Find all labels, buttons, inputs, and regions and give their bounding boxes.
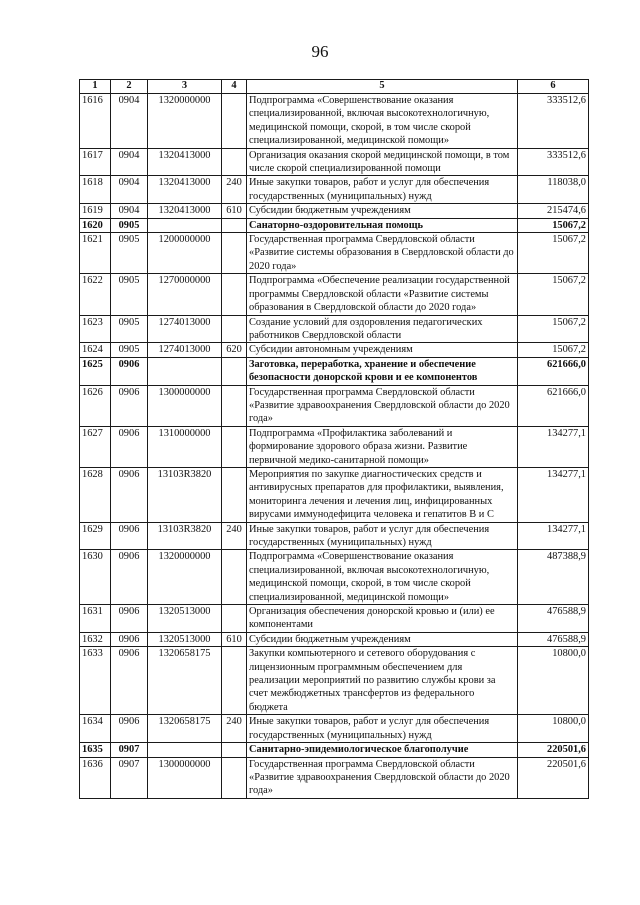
item-name-cell: Государственная программа Свердловской области «Развитие здравоохранения Свердловской области до 2020 года» bbox=[247, 385, 518, 426]
expense-type-cell bbox=[222, 757, 247, 798]
table-row bbox=[80, 343, 589, 357]
expense-type-cell bbox=[222, 233, 247, 274]
table-row bbox=[80, 357, 589, 385]
amount-cell: 487388,9 bbox=[518, 550, 589, 605]
row-number-cell: 1616 bbox=[80, 94, 111, 149]
row-number-cell: 1619 bbox=[80, 204, 111, 218]
row-number-cell: 1626 bbox=[80, 385, 111, 426]
expense-type-cell bbox=[222, 647, 247, 715]
section-code-cell: 0907 bbox=[111, 743, 148, 757]
row-number-cell: 1621 bbox=[80, 233, 111, 274]
amount-cell: 15067,2 bbox=[518, 233, 589, 274]
item-name-cell: Иные закупки товаров, работ и услуг для обеспечения государственных (муниципальных) нужд bbox=[247, 715, 518, 743]
target-article-cell bbox=[148, 218, 222, 232]
table-row bbox=[80, 757, 589, 798]
table-row bbox=[80, 176, 589, 204]
row-number-cell: 1627 bbox=[80, 426, 111, 467]
amount-cell: 476588,9 bbox=[518, 605, 589, 633]
item-name-cell: Подпрограмма «Совершенствование оказания специализированной, включая высокотехнологичную, медицинской помощи, скорой, в том числе скорой специализированной, медицинской помощи» bbox=[247, 550, 518, 605]
target-article-cell: 1320658175 bbox=[148, 715, 222, 743]
table-row bbox=[80, 522, 589, 550]
section-code-cell: 0906 bbox=[111, 426, 148, 467]
section-code-cell: 0906 bbox=[111, 647, 148, 715]
target-article-cell: 1320413000 bbox=[148, 204, 222, 218]
header-cell: 5 bbox=[247, 80, 518, 94]
item-name-cell: Заготовка, переработка, хранение и обеспечение безопасности донорской крови и ее компонентов bbox=[247, 357, 518, 385]
table-row bbox=[80, 233, 589, 274]
amount-cell: 621666,0 bbox=[518, 357, 589, 385]
item-name-cell: Мероприятия по закупке диагностических средств и антивирусных препаратов для профилактики, выявления, мониторинга лечения и лечения лиц, инфицированных вирусами иммунодефицита человека и гепатитов В и С bbox=[247, 467, 518, 522]
target-article-cell: 1274013000 bbox=[148, 315, 222, 343]
amount-cell: 15067,2 bbox=[518, 343, 589, 357]
amount-cell: 134277,1 bbox=[518, 426, 589, 467]
page-number: 96 bbox=[311, 42, 329, 61]
target-article-cell: 1274013000 bbox=[148, 343, 222, 357]
expense-type-cell bbox=[222, 605, 247, 633]
table-row bbox=[80, 715, 589, 743]
header-cell: 2 bbox=[111, 80, 148, 94]
header-cell: 3 bbox=[148, 80, 222, 94]
amount-cell: 134277,1 bbox=[518, 522, 589, 550]
row-number-cell: 1620 bbox=[80, 218, 111, 232]
expense-type-cell: 240 bbox=[222, 176, 247, 204]
section-code-cell: 0906 bbox=[111, 522, 148, 550]
row-number-cell: 1622 bbox=[80, 274, 111, 315]
section-code-cell: 0906 bbox=[111, 605, 148, 633]
section-code-cell: 0906 bbox=[111, 385, 148, 426]
row-number-cell: 1630 bbox=[80, 550, 111, 605]
item-name-cell: Подпрограмма «Профилактика заболеваний и формирование здорового образа жизни. Развитие первичной медико-санитарной помощи» bbox=[247, 426, 518, 467]
table-row bbox=[80, 467, 589, 522]
table-row bbox=[80, 315, 589, 343]
section-code-cell: 0905 bbox=[111, 218, 148, 232]
item-name-cell: Государственная программа Свердловской области «Развитие здравоохранения Свердловской области до 2020 года» bbox=[247, 757, 518, 798]
target-article-cell: 1300000000 bbox=[148, 385, 222, 426]
header-cell: 6 bbox=[518, 80, 589, 94]
expense-type-cell: 620 bbox=[222, 343, 247, 357]
amount-cell: 476588,9 bbox=[518, 632, 589, 646]
header-cell: 4 bbox=[222, 80, 247, 94]
item-name-cell: Субсидии бюджетным учреждениям bbox=[247, 632, 518, 646]
table-row bbox=[80, 385, 589, 426]
item-name-cell: Иные закупки товаров, работ и услуг для обеспечения государственных (муниципальных) нужд bbox=[247, 176, 518, 204]
item-name-cell: Организация обеспечения донорской кровью и (или) ее компонентами bbox=[247, 605, 518, 633]
row-number-cell: 1634 bbox=[80, 715, 111, 743]
expense-type-cell bbox=[222, 148, 247, 176]
amount-cell: 15067,2 bbox=[518, 274, 589, 315]
target-article-cell: 1320513000 bbox=[148, 632, 222, 646]
expense-type-cell: 610 bbox=[222, 204, 247, 218]
section-code-cell: 0904 bbox=[111, 176, 148, 204]
section-code-cell: 0905 bbox=[111, 315, 148, 343]
item-name-cell: Государственная программа Свердловской области «Развитие системы образования в Свердловской области до 2020 года» bbox=[247, 233, 518, 274]
amount-cell: 10800,0 bbox=[518, 715, 589, 743]
target-article-cell: 13103R3820 bbox=[148, 522, 222, 550]
table-row bbox=[80, 426, 589, 467]
row-number-cell: 1631 bbox=[80, 605, 111, 633]
target-article-cell bbox=[148, 743, 222, 757]
expense-type-cell bbox=[222, 467, 247, 522]
target-article-cell: 1320413000 bbox=[148, 176, 222, 204]
target-article-cell bbox=[148, 357, 222, 385]
target-article-cell: 1200000000 bbox=[148, 233, 222, 274]
row-number-cell: 1632 bbox=[80, 632, 111, 646]
amount-cell: 215474,6 bbox=[518, 204, 589, 218]
table-row bbox=[80, 550, 589, 605]
amount-cell: 10800,0 bbox=[518, 647, 589, 715]
target-article-cell: 1320658175 bbox=[148, 647, 222, 715]
amount-cell: 333512,6 bbox=[518, 148, 589, 176]
item-name-cell: Закупки компьютерного и сетевого оборудования с лицензионным программным обеспечением для реализации мероприятий по развитию службы крови за счет межбюджетных трансфертов из федерального бюджета bbox=[247, 647, 518, 715]
header-cell: 1 bbox=[80, 80, 111, 94]
section-code-cell: 0906 bbox=[111, 357, 148, 385]
table-row bbox=[80, 647, 589, 715]
item-name-cell: Санаторно-оздоровительная помощь bbox=[247, 218, 518, 232]
expense-type-cell bbox=[222, 357, 247, 385]
table-row bbox=[80, 274, 589, 315]
item-name-cell: Подпрограмма «Совершенствование оказания специализированной, включая высокотехнологичную, медицинской помощи, скорой, в том числе скорой специализированной, медицинской помощи» bbox=[247, 94, 518, 149]
table-row bbox=[80, 94, 589, 149]
row-number-cell: 1617 bbox=[80, 148, 111, 176]
section-code-cell: 0906 bbox=[111, 632, 148, 646]
row-number-cell: 1629 bbox=[80, 522, 111, 550]
target-article-cell: 1320000000 bbox=[148, 94, 222, 149]
expense-type-cell bbox=[222, 426, 247, 467]
target-article-cell: 1310000000 bbox=[148, 426, 222, 467]
amount-cell: 220501,6 bbox=[518, 757, 589, 798]
expense-type-cell bbox=[222, 315, 247, 343]
table-row bbox=[80, 204, 589, 218]
item-name-cell: Создание условий для оздоровления педагогических работников Свердловской области bbox=[247, 315, 518, 343]
row-number-cell: 1635 bbox=[80, 743, 111, 757]
expense-type-cell: 240 bbox=[222, 522, 247, 550]
amount-cell: 134277,1 bbox=[518, 467, 589, 522]
row-number-cell: 1625 bbox=[80, 357, 111, 385]
section-code-cell: 0906 bbox=[111, 550, 148, 605]
expense-type-cell bbox=[222, 218, 247, 232]
table-row bbox=[80, 743, 589, 757]
header-row bbox=[80, 80, 589, 94]
section-code-cell: 0905 bbox=[111, 233, 148, 274]
section-code-cell: 0904 bbox=[111, 148, 148, 176]
target-article-cell: 1320413000 bbox=[148, 148, 222, 176]
section-code-cell: 0907 bbox=[111, 757, 148, 798]
expense-type-cell: 610 bbox=[222, 632, 247, 646]
row-number-cell: 1628 bbox=[80, 467, 111, 522]
amount-cell: 15067,2 bbox=[518, 315, 589, 343]
expense-type-cell bbox=[222, 94, 247, 149]
row-number-cell: 1624 bbox=[80, 343, 111, 357]
expense-type-cell bbox=[222, 550, 247, 605]
table-row bbox=[80, 218, 589, 232]
target-article-cell: 1320000000 bbox=[148, 550, 222, 605]
target-article-cell: 1300000000 bbox=[148, 757, 222, 798]
expense-type-cell bbox=[222, 274, 247, 315]
amount-cell: 118038,0 bbox=[518, 176, 589, 204]
section-code-cell: 0904 bbox=[111, 204, 148, 218]
item-name-cell: Организация оказания скорой медицинской помощи, в том числе скорой специализированной помощи bbox=[247, 148, 518, 176]
item-name-cell: Иные закупки товаров, работ и услуг для обеспечения государственных (муниципальных) нужд bbox=[247, 522, 518, 550]
section-code-cell: 0905 bbox=[111, 274, 148, 315]
row-number-cell: 1633 bbox=[80, 647, 111, 715]
table-row bbox=[80, 632, 589, 646]
budget-table bbox=[79, 79, 589, 799]
target-article-cell: 1270000000 bbox=[148, 274, 222, 315]
expense-type-cell bbox=[222, 743, 247, 757]
table-row bbox=[80, 605, 589, 633]
item-name-cell: Санитарно-эпидемиологическое благополучие bbox=[247, 743, 518, 757]
item-name-cell: Субсидии бюджетным учреждениям bbox=[247, 204, 518, 218]
amount-cell: 333512,6 bbox=[518, 94, 589, 149]
amount-cell: 15067,2 bbox=[518, 218, 589, 232]
section-code-cell: 0905 bbox=[111, 343, 148, 357]
section-code-cell: 0904 bbox=[111, 94, 148, 149]
target-article-cell: 1320513000 bbox=[148, 605, 222, 633]
row-number-cell: 1623 bbox=[80, 315, 111, 343]
row-number-cell: 1618 bbox=[80, 176, 111, 204]
amount-cell: 621666,0 bbox=[518, 385, 589, 426]
section-code-cell: 0906 bbox=[111, 467, 148, 522]
row-number-cell: 1636 bbox=[80, 757, 111, 798]
section-code-cell: 0906 bbox=[111, 715, 148, 743]
item-name-cell: Подпрограмма «Обеспечение реализации государственной программы Свердловской области «Развитие системы образования в Свердловской области до 2020 года» bbox=[247, 274, 518, 315]
table-body bbox=[80, 94, 589, 799]
table-row bbox=[80, 148, 589, 176]
expense-type-cell: 240 bbox=[222, 715, 247, 743]
amount-cell: 220501,6 bbox=[518, 743, 589, 757]
target-article-cell: 13103R3820 bbox=[148, 467, 222, 522]
item-name-cell: Субсидии автономным учреждениям bbox=[247, 343, 518, 357]
expense-type-cell bbox=[222, 385, 247, 426]
